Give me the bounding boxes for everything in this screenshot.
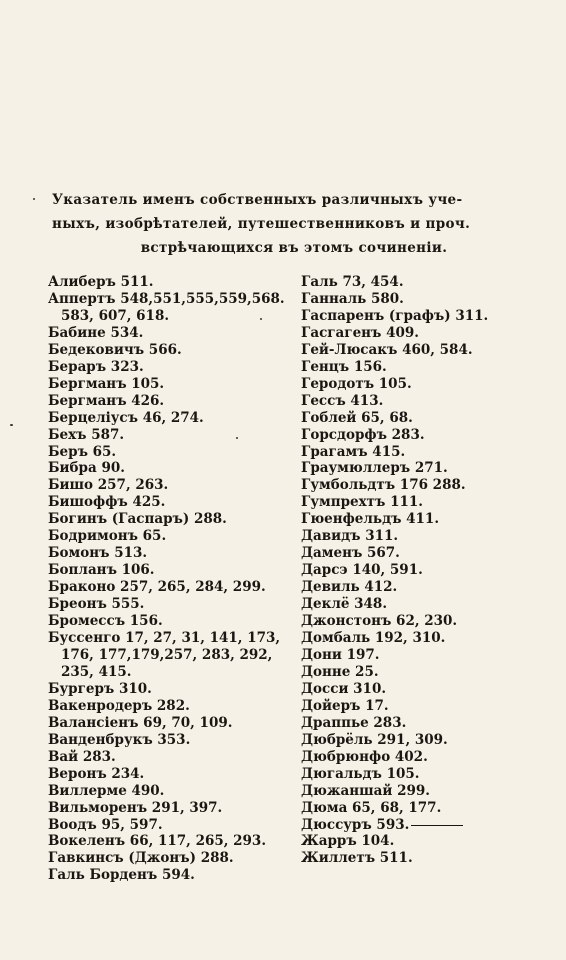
index-entry-continuation — [48, 647, 296, 664]
index-entry — [48, 427, 296, 444]
index-entry-text: Бедековичъ 566. — [48, 341, 182, 358]
index-entry-text: Дюбрюнфо 402. — [301, 748, 428, 765]
index-entry-text: Берцеліусъ 46, 274. — [48, 409, 204, 426]
index-entry — [301, 664, 511, 681]
index-entry — [301, 308, 511, 325]
index-entry — [301, 342, 511, 359]
index-entry — [301, 325, 511, 342]
index-entry-continuation — [48, 308, 296, 325]
index-entry — [301, 630, 511, 647]
index-entry — [48, 325, 296, 342]
index-entry — [48, 800, 296, 817]
index-entry — [301, 291, 511, 308]
index-entry-text: Бопланъ 106. — [48, 562, 155, 579]
index-entry-text: Дойеръ 17. — [301, 697, 389, 714]
index-entry-text: Даменъ 567. — [301, 545, 400, 562]
index-entry-text: Гасгагенъ 409. — [301, 324, 419, 341]
index-entry — [301, 681, 511, 698]
index-entry-text: Геродотъ 105. — [301, 375, 412, 392]
index-entry-text: Беръ 65. — [48, 443, 117, 460]
index-entry-text: Досси 310. — [301, 680, 387, 697]
index-entry-text: Бибра 90. — [48, 460, 125, 477]
index-entry-text: Бергманъ 426. — [48, 392, 165, 409]
index-entry-text: Веронъ 234. — [48, 765, 145, 782]
index-entry — [301, 393, 511, 410]
index-entry-text: Гей-Люсакъ 460, 584. — [301, 341, 473, 358]
index-entry-text: Алиберъ 511. — [48, 274, 154, 290]
index-entry-text: Бергманъ 105. — [48, 375, 165, 392]
index-entry-text: Грагамъ 415. — [301, 443, 406, 460]
index-entry-text: Гюенфельдъ 411. — [301, 511, 440, 528]
index-entry-text: Дюбрёль 291, 309. — [301, 731, 448, 748]
index-entry-text: Дюгальдъ 105. — [301, 765, 420, 782]
index-entry — [301, 562, 511, 579]
index-entry — [48, 393, 296, 410]
index-entry-text: Жарръ 104. — [301, 833, 395, 850]
index-entry — [48, 867, 296, 884]
index-entry-text: Дарсэ 140, 591. — [301, 562, 423, 579]
index-entry — [48, 817, 296, 834]
index-entry-text: Бабине 534. — [48, 324, 144, 341]
print-speck — [10, 424, 13, 426]
index-entry — [48, 850, 296, 867]
index-entry-text: Бехъ 587. — [48, 426, 125, 443]
print-speck — [236, 437, 238, 439]
index-entry — [48, 579, 296, 596]
index-entry — [301, 749, 511, 766]
index-entry — [48, 359, 296, 376]
index-entry-text: Драппье 283. — [301, 714, 407, 731]
index-entry — [48, 613, 296, 630]
index-entry — [301, 800, 511, 817]
index-entry — [301, 850, 511, 867]
index-entry — [301, 494, 511, 511]
index-entry — [301, 647, 511, 664]
index-entry — [301, 274, 511, 291]
index-entry-text: Виллерме 490. — [48, 782, 165, 799]
index-entry-text: Дюссуръ 593. — [301, 816, 410, 833]
index-entry — [301, 376, 511, 393]
index-entry — [48, 749, 296, 766]
heading-line-2: ныхъ, изобрѣтателей, путешественниковъ и проч. — [52, 216, 471, 232]
index-entry — [48, 766, 296, 783]
index-entry — [301, 444, 511, 461]
index-entry — [301, 833, 511, 850]
index-entry-text: Генцъ 156. — [301, 358, 387, 375]
index-entry-continuation — [48, 664, 296, 681]
index-entry — [48, 715, 296, 732]
index-entry — [48, 783, 296, 800]
index-entry-text: Бодримонъ 65. — [48, 528, 167, 545]
index-entry-text: Вильморенъ 291, 397. — [48, 799, 223, 816]
index-entry-text: Гавкинсъ (Джонъ) 288. — [48, 850, 234, 867]
index-entry — [301, 511, 511, 528]
index-entry — [48, 511, 296, 528]
index-entry — [48, 630, 296, 647]
index-entry-text: Ванденбрукъ 353. — [48, 731, 191, 748]
index-entry — [48, 274, 296, 291]
index-entry-text: Бомонъ 513. — [48, 545, 148, 562]
index-entry-text: Деклё 348. — [301, 596, 388, 613]
index-entry — [48, 444, 296, 461]
index-entry — [48, 681, 296, 698]
index-entry — [301, 579, 511, 596]
print-speck — [260, 318, 262, 320]
index-entry — [301, 715, 511, 732]
index-entry — [301, 766, 511, 783]
index-entry-text: Бреонъ 555. — [48, 596, 145, 613]
index-entry — [48, 732, 296, 749]
index-entry — [301, 528, 511, 545]
index-entry-text: 176, 177,179,257, 283, 292, — [61, 646, 273, 663]
index-entry-text: Гаспаренъ (графъ) 311. — [301, 307, 489, 324]
index-heading — [52, 188, 536, 260]
index-column-right — [301, 274, 511, 867]
index-entry-text: Девиль 412. — [301, 579, 398, 596]
heading-line-1: Указатель именъ собственныхъ различныхъ уче- — [52, 192, 463, 208]
index-entry — [48, 460, 296, 477]
index-entry — [48, 342, 296, 359]
index-entry — [301, 410, 511, 427]
index-entry — [301, 427, 511, 444]
index-entry — [48, 562, 296, 579]
index-entry-text: Богинъ (Гаспаръ) 288. — [48, 511, 227, 528]
index-entry-text: Граумюллеръ 271. — [301, 460, 448, 477]
index-entry-text: Гоблей 65, 68. — [301, 409, 413, 426]
index-entry — [48, 698, 296, 715]
index-entry-text: Давидъ 311. — [301, 528, 399, 545]
index-entry-text: Бераръ 323. — [48, 358, 144, 375]
index-entry — [301, 460, 511, 477]
index-entry-text: Бишоффъ 425. — [48, 494, 166, 511]
index-entry-text: Браконо 257, 265, 284, 299. — [48, 579, 266, 596]
index-entry — [48, 528, 296, 545]
index-entry — [48, 833, 296, 850]
index-entry — [48, 376, 296, 393]
index-entry-text: Вакенродеръ 282. — [48, 697, 190, 714]
index-entry-text: Вокеленъ 66, 117, 265, 293. — [48, 833, 267, 850]
index-entry-text: Аппертъ 548,551,555,559,568. — [48, 290, 285, 307]
index-entry-text: Горсдорфъ 283. — [301, 426, 425, 443]
index-entry — [48, 494, 296, 511]
index-entry-text: Дюжаншай 299. — [301, 782, 430, 799]
index-entry-text: Гумбольдтъ 176 288. — [301, 477, 466, 494]
index-entry-text: Джонстонъ 62, 230. — [301, 613, 458, 630]
index-entry — [301, 732, 511, 749]
index-entry — [48, 410, 296, 427]
index-entry-text: Донне 25. — [301, 663, 379, 680]
index-entry-text: Гессъ 413. — [301, 392, 384, 409]
index-entry — [48, 477, 296, 494]
index-entry-text: 583, 607, 618. — [61, 307, 170, 324]
index-entry-text: Галь Борденъ 594. — [48, 867, 195, 884]
index-entry-text: Жиллетъ 511. — [301, 850, 413, 867]
index-entry-text: Ганналь 580. — [301, 290, 404, 307]
index-entry-text: 235, 415. — [61, 663, 132, 680]
index-entry — [301, 817, 511, 834]
index-entry-text: Домбаль 192, 310. — [301, 630, 446, 647]
index-column-left — [48, 274, 296, 884]
index-entry — [301, 613, 511, 630]
heading-line-3: встрѣчающихся въ этомъ сочиненіи. — [140, 240, 448, 256]
index-entry — [301, 596, 511, 613]
index-entry — [48, 291, 296, 308]
print-speck — [33, 198, 35, 200]
index-entry-text: Гумпрехтъ 111. — [301, 494, 423, 511]
index-entry — [301, 783, 511, 800]
index-entry-text: Валансіенъ 69, 70, 109. — [48, 714, 233, 731]
index-entry — [301, 477, 511, 494]
index-entry — [301, 698, 511, 715]
index-entry-text: Воодъ 95, 597. — [48, 816, 163, 833]
index-entry-text: Бишо 257, 263. — [48, 477, 169, 494]
index-entry — [301, 359, 511, 376]
index-entry — [48, 596, 296, 613]
index-entry-text: Вай 283. — [48, 748, 116, 765]
index-entry — [301, 545, 511, 562]
index-entry-text: Дони 197. — [301, 646, 380, 663]
index-entry-text: Бургеръ 310. — [48, 680, 152, 697]
index-entry-text: Буссенго 17, 27, 31, 141, 173, — [48, 630, 281, 647]
index-entry-text: Дюма 65, 68, 177. — [301, 799, 442, 816]
index-entry-text: Бромессъ 156. — [48, 613, 163, 630]
index-entry — [48, 545, 296, 562]
end-rule — [411, 825, 463, 826]
index-entry-text: Галь 73, 454. — [301, 274, 404, 290]
